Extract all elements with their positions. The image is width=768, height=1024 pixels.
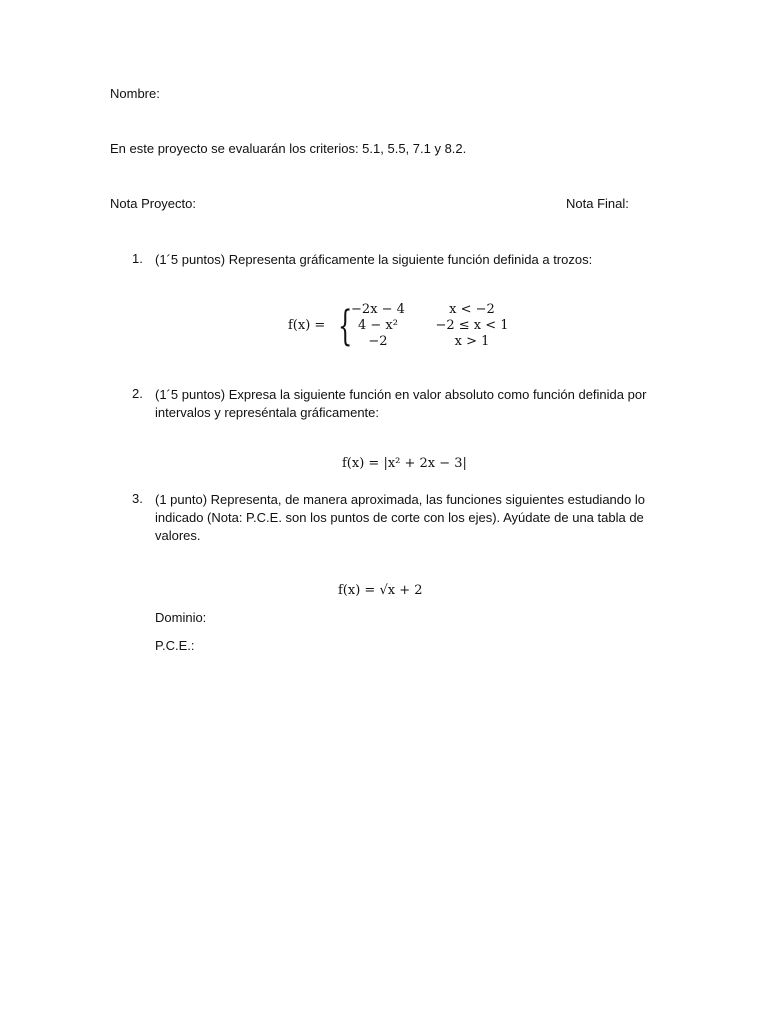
piece-row	[348, 318, 509, 334]
question-number: 1.	[132, 251, 143, 266]
piece-row	[348, 302, 495, 318]
formula-lhs: f(x) =	[288, 318, 326, 333]
question-number: 2.	[132, 386, 143, 401]
domain-field-label: Dominio:	[155, 610, 207, 625]
piece-condition: −2 ≤ x < 1	[435, 318, 509, 333]
piecewise-formula	[288, 302, 509, 352]
piece-expression: −2x − 4	[351, 302, 405, 317]
question-text: (1´5 puntos) Expresa la siguiente función en valor absoluto como función definida por intervalos y represéntala gráficamente:	[155, 387, 647, 420]
piece-row	[348, 334, 488, 350]
left-brace: {	[338, 302, 353, 350]
question-number: 3.	[132, 491, 143, 506]
question-text: (1´5 puntos) Representa gráficamente la siguiente función definida a trozos:	[155, 252, 593, 267]
pce-field-label: P.C.E.:	[155, 638, 195, 653]
project-grade-label: Nota Proyecto:	[110, 196, 196, 211]
name-label: Nombre:	[110, 86, 160, 101]
piece-expression: 4 − x²	[358, 318, 398, 333]
sqrt-formula: f(x) = √x + 2	[338, 583, 423, 598]
piece-condition: x < −2	[449, 302, 495, 317]
question-text: (1 punto) Representa, de manera aproximada, las funciones siguientes estudiando lo indicado (Nota: P.C.E. son los puntos de corte con los ejes). Ayúdate de una tabla de valores.	[155, 492, 645, 543]
absolute-value-formula: f(x) = |x² + 2x − 3|	[342, 456, 467, 471]
criteria-text: En este proyecto se evaluarán los criterios: 5.1, 5.5, 7.1 y 8.2.	[110, 141, 467, 156]
final-grade-label: Nota Final:	[566, 196, 629, 211]
piece-condition: x > 1	[454, 334, 490, 349]
piece-expression: −2	[368, 334, 388, 349]
